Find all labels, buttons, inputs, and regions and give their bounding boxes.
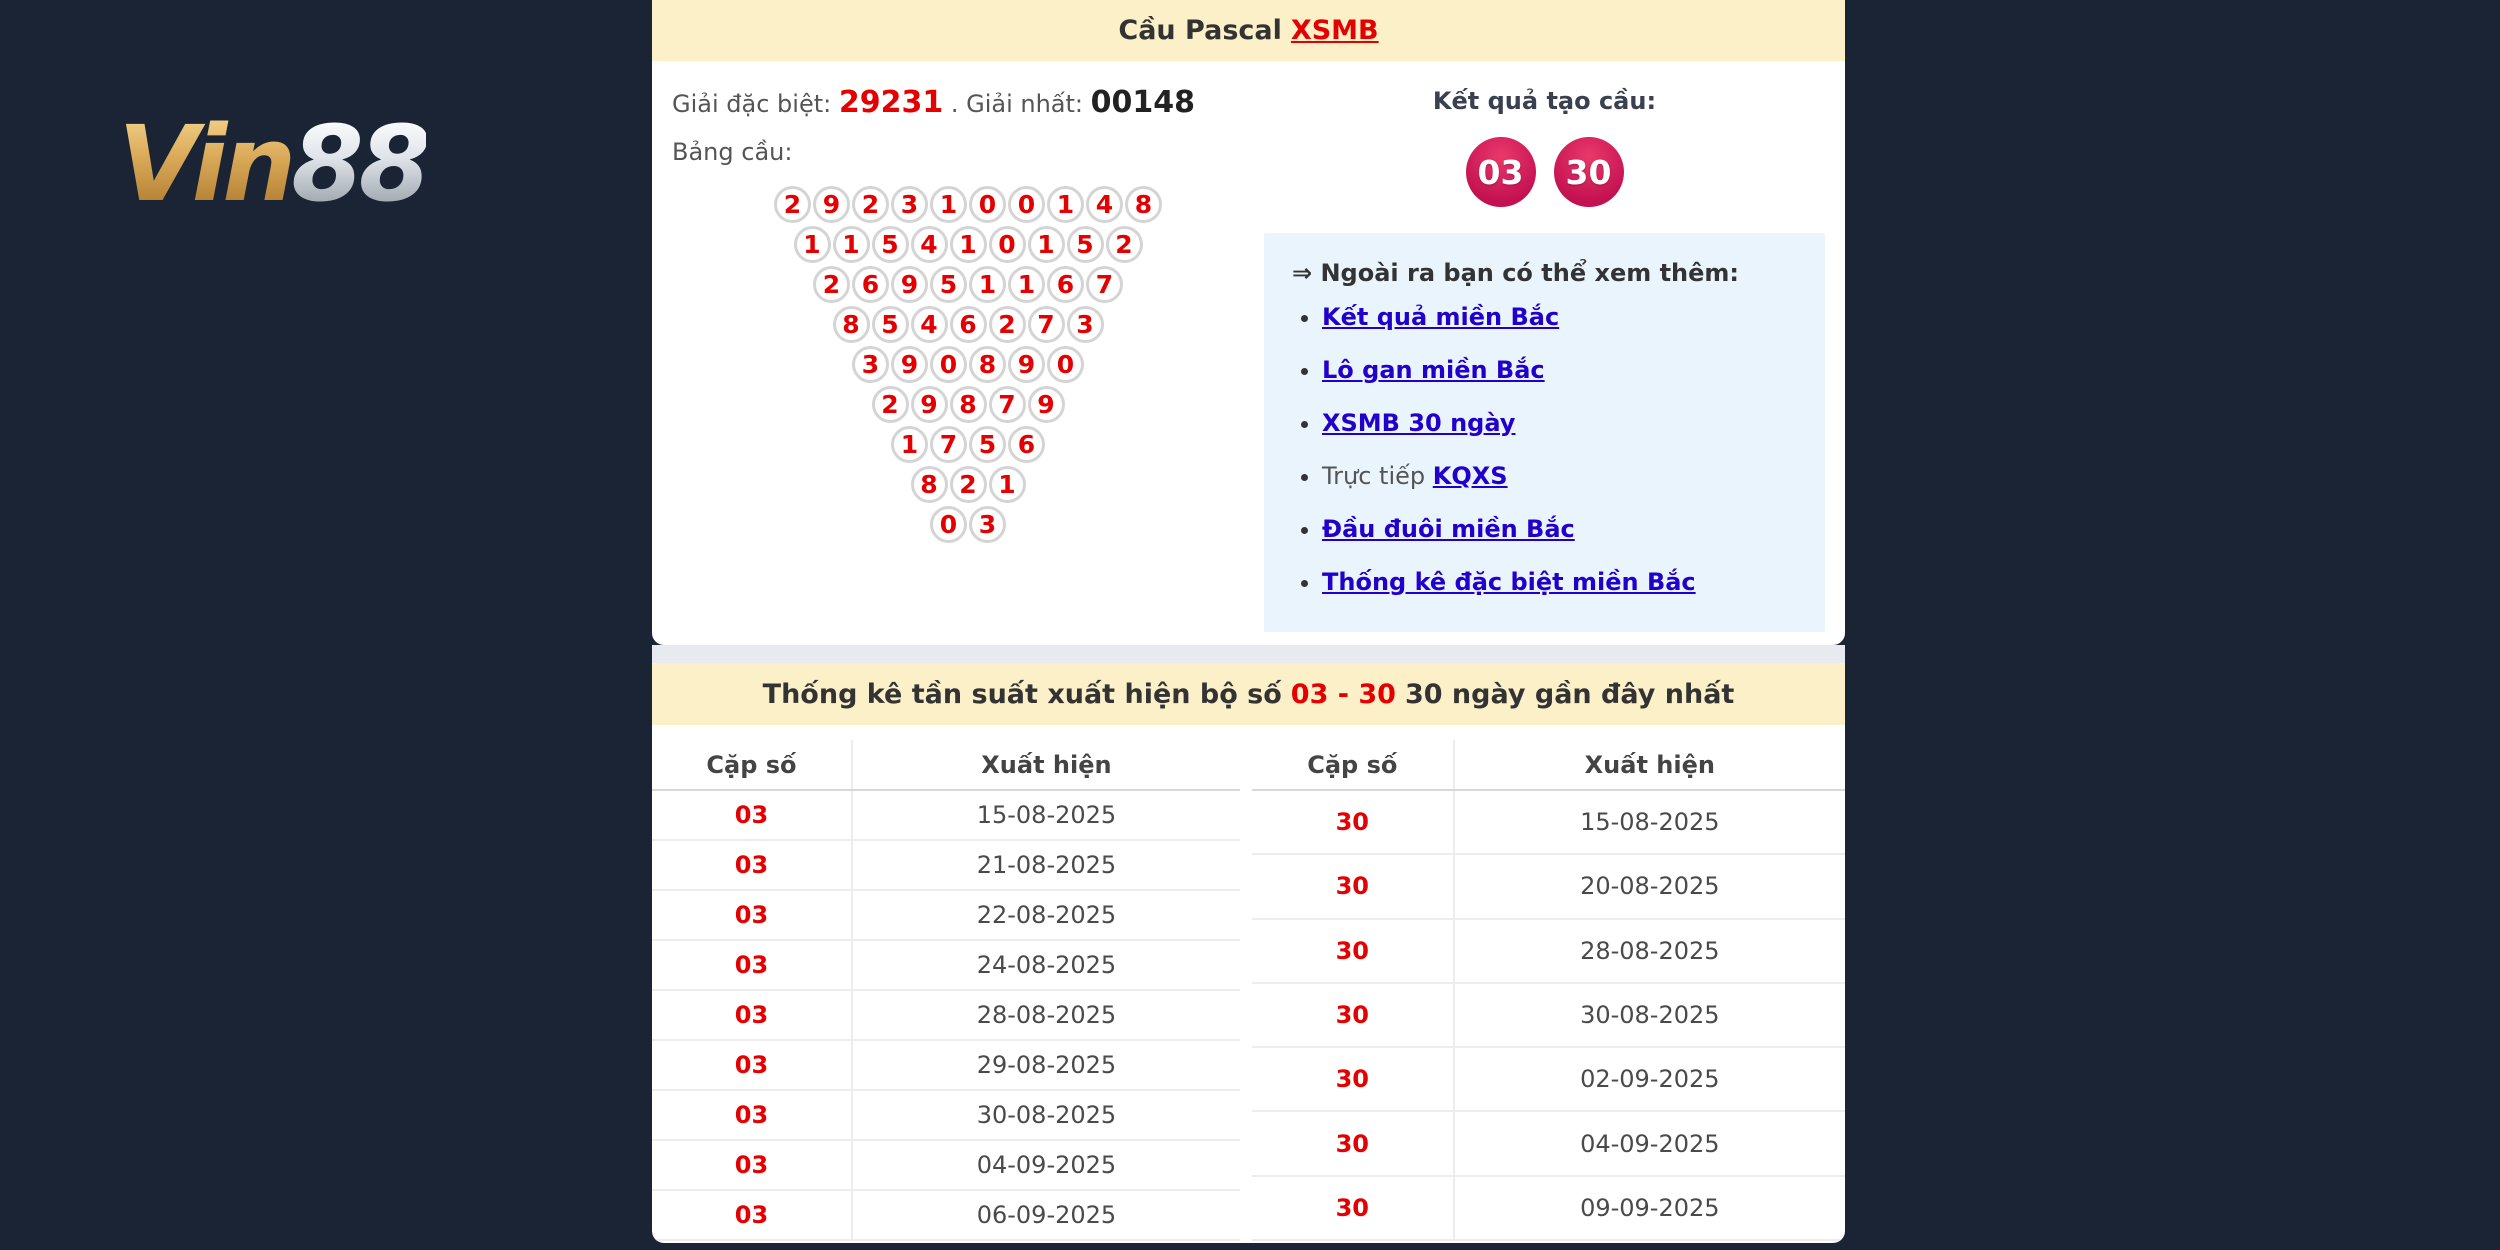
see-more-item	[1322, 356, 1797, 386]
date-cell: 24-08-2025	[852, 940, 1240, 990]
pascal-number-cell: 2	[1106, 226, 1143, 263]
stats-card	[652, 663, 1845, 1243]
content-column	[652, 0, 1845, 1250]
pair-cell: 03	[652, 1090, 852, 1140]
pascal-number-cell: 9	[813, 186, 850, 223]
special-prize-label: Giải đặc biệt:	[672, 90, 832, 118]
pascal-number-cell: 5	[969, 426, 1006, 463]
stats-row	[652, 940, 1240, 990]
section-divider	[652, 645, 1845, 663]
pascal-number-cell: 6	[1047, 266, 1084, 303]
pascal-number-cell: 7	[930, 426, 967, 463]
stats-row	[652, 990, 1240, 1040]
result-label: Kết quả tạo cầu:	[1432, 87, 1657, 115]
see-more-list	[1292, 303, 1797, 598]
stats-tables	[652, 740, 1845, 1241]
pascal-number-cell: 9	[1028, 386, 1065, 423]
pair-cell: 03	[652, 990, 852, 1040]
see-more-item	[1322, 303, 1797, 333]
pascal-number-cell: 8	[1125, 186, 1162, 223]
first-prize-label: . Giải nhất:	[950, 90, 1084, 118]
date-cell: 09-09-2025	[1454, 1176, 1845, 1240]
pair-cell: 30	[1252, 1047, 1454, 1111]
see-more-link[interactable]: Kết quả miền Bắc	[1322, 303, 1560, 331]
pascal-number-cell: 5	[930, 266, 967, 303]
pascal-number-cell: 6	[950, 306, 987, 343]
pair-cell: 03	[652, 890, 852, 940]
pascal-title: Cầu Pascal	[1118, 15, 1282, 46]
see-more-panel	[1264, 233, 1825, 632]
pascal-number-cell: 2	[852, 186, 889, 223]
pascal-number-cell: 0	[989, 226, 1026, 263]
pascal-number-cell: 5	[872, 226, 909, 263]
date-cell: 30-08-2025	[852, 1090, 1240, 1140]
pascal-number-cell: 0	[930, 506, 967, 543]
pascal-number-cell: 3	[891, 186, 928, 223]
pascal-number-cell: 1	[989, 466, 1026, 503]
stats-row	[1252, 790, 1845, 854]
stats-header-row	[1252, 740, 1845, 790]
pascal-number-cell: 6	[1008, 426, 1045, 463]
pascal-number-cell: 1	[794, 226, 831, 263]
date-cell: 06-09-2025	[852, 1190, 1240, 1240]
date-cell: 22-08-2025	[852, 890, 1240, 940]
pair-cell: 03	[652, 1190, 852, 1240]
date-cell: 15-08-2025	[1454, 790, 1845, 854]
first-prize-value: 00148	[1090, 85, 1196, 120]
stats-row	[1252, 1111, 1845, 1175]
pascal-number-cell: 0	[1047, 346, 1084, 383]
stats-header-row	[652, 740, 1240, 790]
stats-row	[1252, 919, 1845, 983]
pascal-number-cell: 1	[930, 186, 967, 223]
pascal-number-cell: 1	[969, 266, 1006, 303]
stats-row	[652, 890, 1240, 940]
stats-title-band	[652, 663, 1845, 725]
pair-cell: 30	[1252, 854, 1454, 918]
stats-row	[1252, 983, 1845, 1047]
pascal-number-cell: 5	[1067, 226, 1104, 263]
pair-cell: 30	[1252, 983, 1454, 1047]
pascal-number-cell: 7	[1028, 306, 1065, 343]
pair-cell: 03	[652, 840, 852, 890]
pair-cell: 30	[1252, 1176, 1454, 1240]
pascal-number-cell: 2	[774, 186, 811, 223]
date-cell: 30-08-2025	[1454, 983, 1845, 1047]
pascal-number-cell: 9	[891, 346, 928, 383]
date-cell: 20-08-2025	[1454, 854, 1845, 918]
pascal-number-cell: 1	[950, 226, 987, 263]
date-cell: 29-08-2025	[852, 1040, 1240, 1090]
pascal-number-cell: 9	[911, 386, 948, 423]
pascal-number-cell: 3	[969, 506, 1006, 543]
date-cell: 02-09-2025	[1454, 1047, 1845, 1111]
pascal-number-cell: 2	[989, 306, 1026, 343]
pair-cell: 30	[1252, 790, 1454, 854]
pascal-number-cell: 7	[989, 386, 1026, 423]
stats-row	[652, 840, 1240, 890]
stats-row	[652, 790, 1240, 840]
pascal-number-cell: 6	[852, 266, 889, 303]
pascal-number-cell: 1	[1028, 226, 1065, 263]
see-more-item	[1322, 515, 1797, 545]
pascal-title-band	[652, 0, 1845, 61]
pascal-triangle-row	[672, 266, 1264, 303]
pascal-left-column	[672, 85, 1264, 632]
result-balls	[1264, 137, 1825, 207]
pascal-number-cell: 1	[1008, 266, 1045, 303]
stats-row	[1252, 1047, 1845, 1111]
pascal-right-column	[1264, 85, 1825, 632]
pascal-number-cell: 2	[872, 386, 909, 423]
date-cell: 15-08-2025	[852, 790, 1240, 840]
see-more-item	[1322, 462, 1797, 492]
pascal-body	[652, 61, 1845, 632]
pascal-number-cell: 9	[1008, 346, 1045, 383]
pascal-number-cell: 4	[911, 306, 948, 343]
pascal-number-cell: 2	[813, 266, 850, 303]
see-more-title: ⇒ Ngoài ra bạn có thể xem thêm:	[1292, 259, 1740, 287]
date-cell: 04-09-2025	[852, 1140, 1240, 1190]
pascal-triangle	[672, 186, 1264, 543]
pascal-triangle-row	[672, 506, 1264, 543]
stats-row	[652, 1090, 1240, 1140]
pascal-triangle-row	[672, 346, 1264, 383]
see-more-link[interactable]: Thống kê đặc biệt miền Bắc	[1322, 568, 1696, 596]
stats-title-pair: 03 - 30	[1290, 678, 1396, 710]
pascal-number-cell: 8	[969, 346, 1006, 383]
pascal-number-cell: 0	[1008, 186, 1045, 223]
pair-cell: 30	[1252, 1111, 1454, 1175]
stats-row	[1252, 854, 1845, 918]
xsmb-title-link[interactable]: XSMB	[1290, 15, 1379, 46]
pascal-number-cell: 8	[911, 466, 948, 503]
pascal-number-cell: 7	[1086, 266, 1123, 303]
see-more-item	[1322, 568, 1797, 598]
pascal-triangle-row	[672, 226, 1264, 263]
board-label: Bảng cầu:	[672, 138, 793, 166]
stats-row	[1252, 1176, 1845, 1240]
logo-text-silver: 88	[291, 103, 427, 225]
pascal-triangle-row	[672, 186, 1264, 223]
pascal-number-cell: 3	[852, 346, 889, 383]
see-more-item	[1322, 409, 1797, 439]
pascal-number-cell: 5	[872, 306, 909, 343]
stats-table-right	[1252, 740, 1845, 1241]
see-more-link-prefix: Trực tiếp	[1322, 462, 1433, 490]
see-more-link[interactable]: KQXS	[1432, 462, 1508, 490]
pascal-triangle-row	[672, 426, 1264, 463]
col-header-date: Xuất hiện	[1454, 740, 1845, 790]
logo-text-gold: Vin	[118, 103, 292, 225]
stats-row	[652, 1040, 1240, 1090]
pascal-number-cell: 1	[891, 426, 928, 463]
vin88-logo[interactable]	[118, 103, 427, 225]
pair-cell: 03	[652, 790, 852, 840]
pair-cell: 30	[1252, 919, 1454, 983]
stats-row	[652, 1190, 1240, 1240]
pascal-triangle-row	[672, 386, 1264, 423]
pascal-number-cell: 9	[891, 266, 928, 303]
pascal-number-cell: 8	[833, 306, 870, 343]
pascal-number-cell: 0	[969, 186, 1006, 223]
stats-table-left	[652, 740, 1240, 1241]
pair-cell: 03	[652, 1140, 852, 1190]
pair-cell: 03	[652, 940, 852, 990]
stats-title-suffix: 30 ngày gần đây nhất	[1404, 678, 1735, 710]
date-cell: 28-08-2025	[852, 990, 1240, 1040]
pascal-triangle-row	[672, 306, 1264, 343]
result-ball: 03	[1466, 137, 1536, 207]
stats-title-prefix: Thống kê tần suất xuất hiện bộ số	[762, 678, 1282, 710]
pascal-number-cell: 3	[1067, 306, 1104, 343]
col-header-pair: Cặp số	[652, 740, 852, 790]
special-prize-value: 29231	[838, 85, 944, 120]
result-ball: 30	[1554, 137, 1624, 207]
pair-cell: 03	[652, 1040, 852, 1090]
pascal-number-cell: 2	[950, 466, 987, 503]
date-cell: 04-09-2025	[1454, 1111, 1845, 1175]
date-cell: 21-08-2025	[852, 840, 1240, 890]
prize-line	[672, 85, 1264, 120]
date-cell: 28-08-2025	[1454, 919, 1845, 983]
pascal-number-cell: 1	[833, 226, 870, 263]
see-more-link[interactable]: Đầu đuôi miền Bắc	[1322, 515, 1575, 543]
col-header-date: Xuất hiện	[852, 740, 1240, 790]
see-more-link[interactable]: XSMB 30 ngày	[1322, 409, 1516, 437]
pascal-number-cell: 4	[911, 226, 948, 263]
col-header-pair: Cặp số	[1252, 740, 1454, 790]
pascal-number-cell: 0	[930, 346, 967, 383]
pascal-number-cell: 1	[1047, 186, 1084, 223]
pascal-number-cell: 4	[1086, 186, 1123, 223]
pascal-triangle-row	[672, 466, 1264, 503]
stats-row	[652, 1140, 1240, 1190]
pascal-card	[652, 0, 1845, 645]
see-more-link[interactable]: Lô gan miền Bắc	[1322, 356, 1545, 384]
pascal-number-cell: 8	[950, 386, 987, 423]
